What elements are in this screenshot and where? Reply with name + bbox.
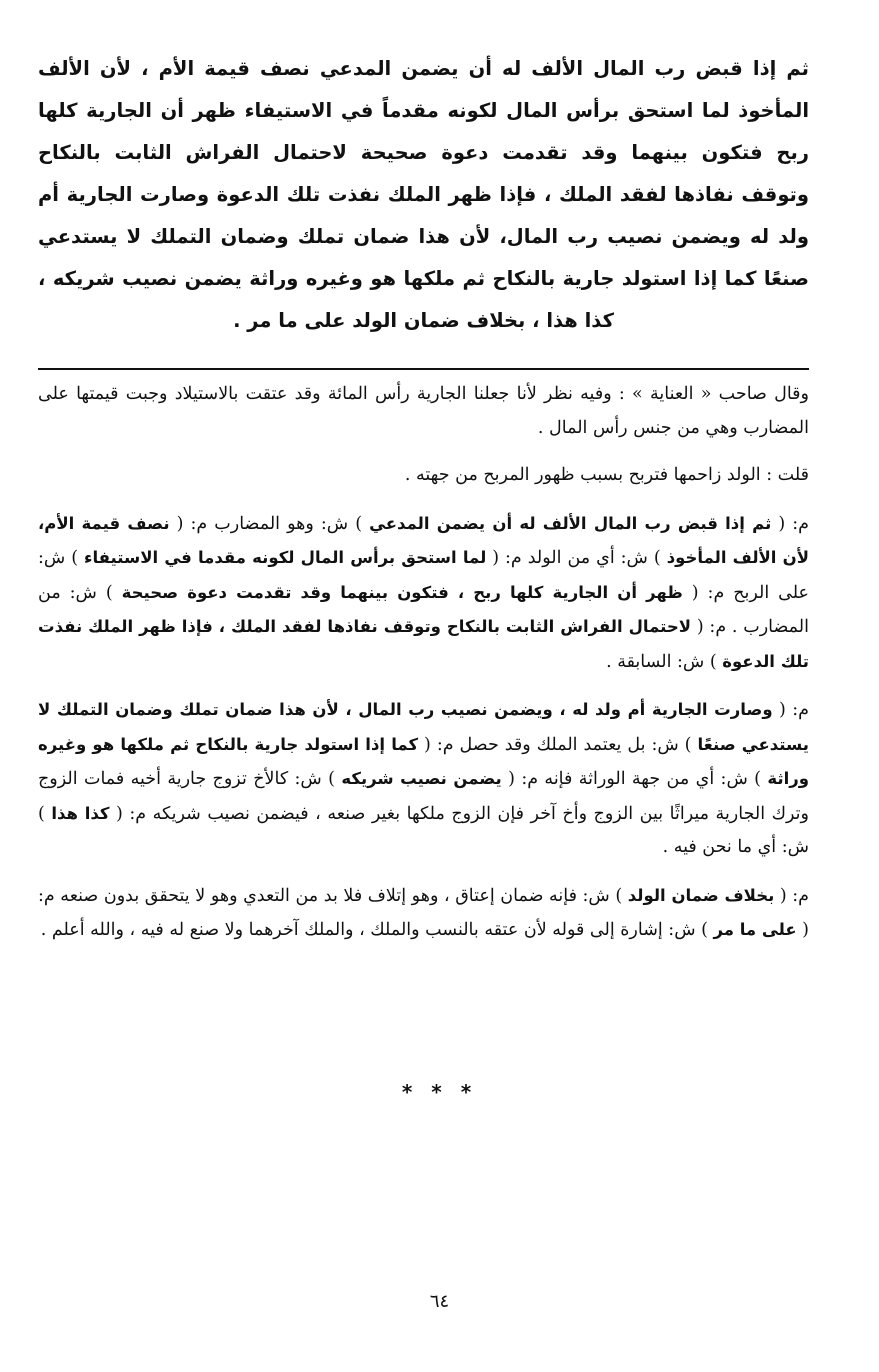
quoted-text: نصف قيمة الأم، لأن الألف المأخوذ [38,513,809,567]
page-body [38,48,809,962]
commentary [38,378,809,948]
footnote-rule [38,368,809,370]
commentary-paragraph [38,459,809,493]
quoted-text: وصارت الجارية أم ولد له ، ويضمن نصيب رب المال ، لأن هذا ضمان تملك وضمان التملك لا يستدعي صنعًا [38,700,809,754]
quoted-text: كذا هذا [51,803,110,823]
quoted-text: ثم إذا قبض رب المال الألف له أن يضمن المدعي [369,513,772,533]
quoted-text: بخلاف ضمان الولد [627,885,775,905]
quoted-text: يضمن نصيب شريكه [341,769,502,788]
quoted-text: كما إذا استولد جارية بالنكاح ثم ملكها هو وغيره وراثة [38,734,810,788]
commentary-paragraph [38,879,809,948]
quoted-text: على ما مر [713,920,797,939]
commentary-paragraph [38,507,809,680]
commentary-paragraph [38,378,809,445]
commentary-text: وقال صاحب « العناية » : وفيه نظر لأنا جعلنا الجارية رأس المائة وقد عتقت بالاستيلاد وجبت قيمتها على المضارب وهي من جنس رأس المال . [38,384,809,438]
page-number: ٦٤ [429,1291,450,1312]
commentary-text: م: ( [771,513,809,534]
commentary-text: م: ( [774,885,810,906]
commentary-text: م: ( [772,700,810,720]
quoted-text: لما استحق برأس المال لكونه مقدما في الاستيفاء [84,548,487,567]
commentary-text: ) ش: أي ما نحن فيه . [38,803,809,857]
section-separator: * * * [401,1080,478,1104]
quoted-text: ظهر أن الجارية كلها ربح ، فتكون بينهما وقد تقدمت دعوة صحيحة [121,582,683,602]
commentary-text: ) ش: السابقة . [606,651,723,672]
commentary-text: ) ش: كالأخ تزوج جارية أخيه فمات الزوج وترك الجارية ميراثًا بين الزوج وأخ آخر فإن الزوج ملكها بغير صنعه ، فيضمن نصيب شريكه م: ( [38,769,810,824]
main-text: ثم إذا قبض رب المال الألف له أن يضمن المدعي نصف قيمة الأم ، لأن الألف المأخوذ لما استحق برأس المال لكونه مقدماً في الاستيفاء ظهر أن الجارية كلها ربح فتكون بينهما وقد تقدمت دعوة صحيحة لاحتمال الفراش الثابت بالنكاح وتوقف نفاذها لفقد الملك ، فإذا ظهر الملك نفذت تلك الدعوة وصارت الجارية أم ولد له ويضمن نصيب رب المال، لأن هذا ضمان تملك وضمان التملك لا يستدعي صنعًا كما إذا استولد جارية بالنكاح ثم ملكها هو وغيره وراثة يضمن نصيب شريكه ، كذا هذا ، بخلاف ضمان الولد على ما مر . [38,57,809,332]
commentary-text: ) ش: فإنه ضمان إعتاق ، وهو إتلاف فلا بد من التعدي وهو لا يتحقق بدون صنعه م: ( [38,885,809,940]
commentary-text: ) ش: أي من جهة الوراثة فإنه م: ( [501,769,768,789]
quoted-text: لاحتمال الفراش الثابت بالنكاح وتوقف نفاذها لفقد الملك ، فإذا ظهر الملك نفذت تلك الدعوة [38,617,809,671]
commentary-text: ) ش: من المضارب . م: ( [38,582,809,637]
commentary-text: ) ش: على الربح م: ( [38,548,809,603]
commentary-text: ) ش: وهو المضارب م: ( [169,513,370,534]
commentary-paragraph [38,693,809,865]
commentary-text: ) ش: أي من الولد م: ( [486,548,667,568]
commentary-text: قلت : الولد زاحمها فتربح بسبب ظهور المربح من جهته . [404,465,809,485]
commentary-text: ) ش: إشارة إلى قوله لأن عتقه بالنسب والملك ، والملك آخرهما ولا صنع له فيه ، والله أعلم . [40,920,714,940]
commentary-text: ) ش: بل يعتمد الملك وقد حصل م: ( [418,734,698,755]
